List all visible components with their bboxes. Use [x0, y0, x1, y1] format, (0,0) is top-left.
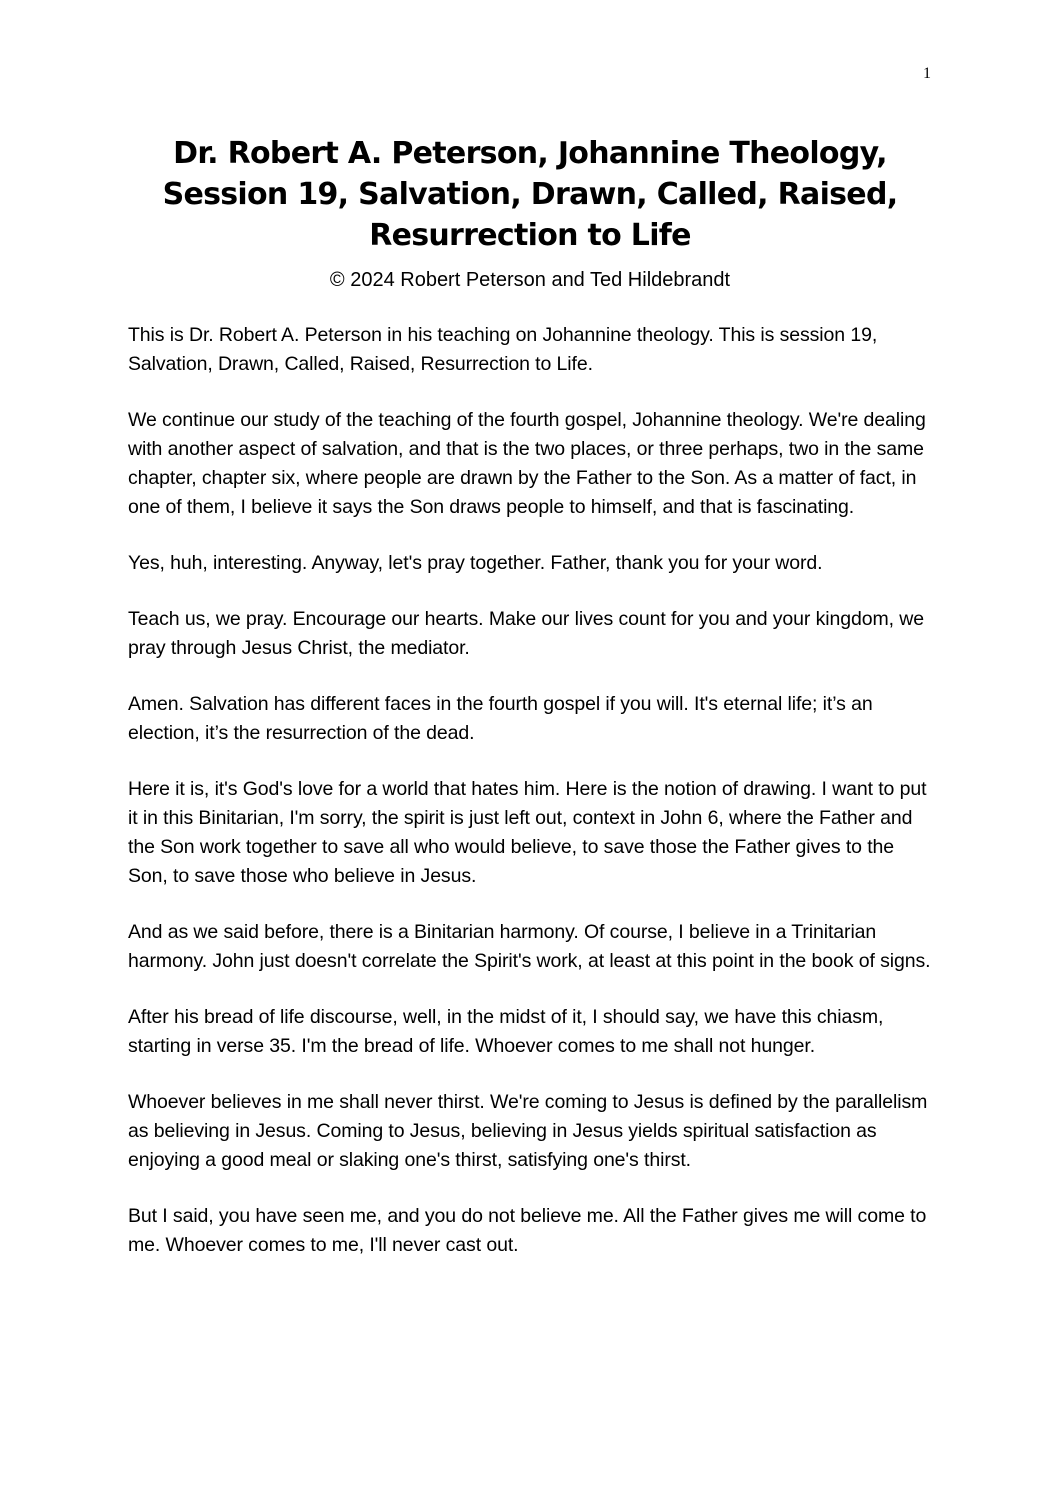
title-line-3: Resurrection to Life [369, 218, 691, 253]
paragraph: And as we said before, there is a Binitarian harmony. Of course, I believe in a Trinitarian harmony. John just doesn't correlate the Spirit's work, at least at this point in the book of signs. [128, 921, 931, 972]
body-text [128, 321, 936, 1287]
paragraph: After his bread of life discourse, well, in the midst of it, I should say, we have this chiasm, starting in verse 35. I'm the bread of life. Whoever comes to me shall not hunger. [128, 1006, 884, 1057]
paragraph: Whoever believes in me shall never thirst. We're coming to Jesus is defined by the parallelism as believing in Jesus. Coming to Jesus, believing in Jesus yields spiritual satisfaction as enjoying a good meal or slaking one's thirst, satisfying one's thirst. [128, 1091, 928, 1171]
paragraph: Amen. Salvation has different faces in the fourth gospel if you will. It's eternal life; it’s an election, it’s the resurrection of the dead. [128, 693, 873, 744]
copyright-line: © 2024 Robert Peterson and Ted Hildebrandt [329, 269, 731, 291]
paragraph: But I said, you have seen me, and you do not believe me. All the Father gives me will come to me. Whoever comes to me, I'll never cast out. [128, 1205, 927, 1256]
paragraph: This is Dr. Robert A. Peterson in his teaching on Johannine theology. This is session 19, Salvation, Drawn, Called, Raised, Resurrection to Life. [128, 324, 878, 375]
document-title [128, 133, 932, 256]
paragraph: We continue our study of the teaching of the fourth gospel, Johannine theology. We're dealing with another aspect of salvation, and that is the two places, or three perhaps, two in the same chapter, chapter six, where people are drawn by the Father to the Son. As a matter of fact, in one of them, I believe it says the Son draws people to himself, and that is fascinating. [128, 409, 926, 518]
title-line-1: Dr. Robert A. Peterson, Johannine Theology, [173, 136, 887, 171]
page-number: 1 [923, 65, 931, 82]
paragraph: Here it is, it's God's love for a world that hates him. Here is the notion of drawing. I want to put it in this Binitarian, I'm sorry, the spirit is just left out, context in John 6, where the Father and the Son work together to save all who would believe, to save those the Father gives to the Son, to save those who believe in Jesus. [128, 778, 927, 887]
title-line-2: Session 19, Salvation, Drawn, Called, Raised, [162, 177, 898, 212]
paragraph: Teach us, we pray. Encourage our hearts. Make our lives count for you and your kingdom, we pray through Jesus Christ, the mediator. [128, 608, 924, 659]
paragraph: Yes, huh, interesting. Anyway, let's pray together. Father, thank you for your word. [128, 552, 823, 574]
